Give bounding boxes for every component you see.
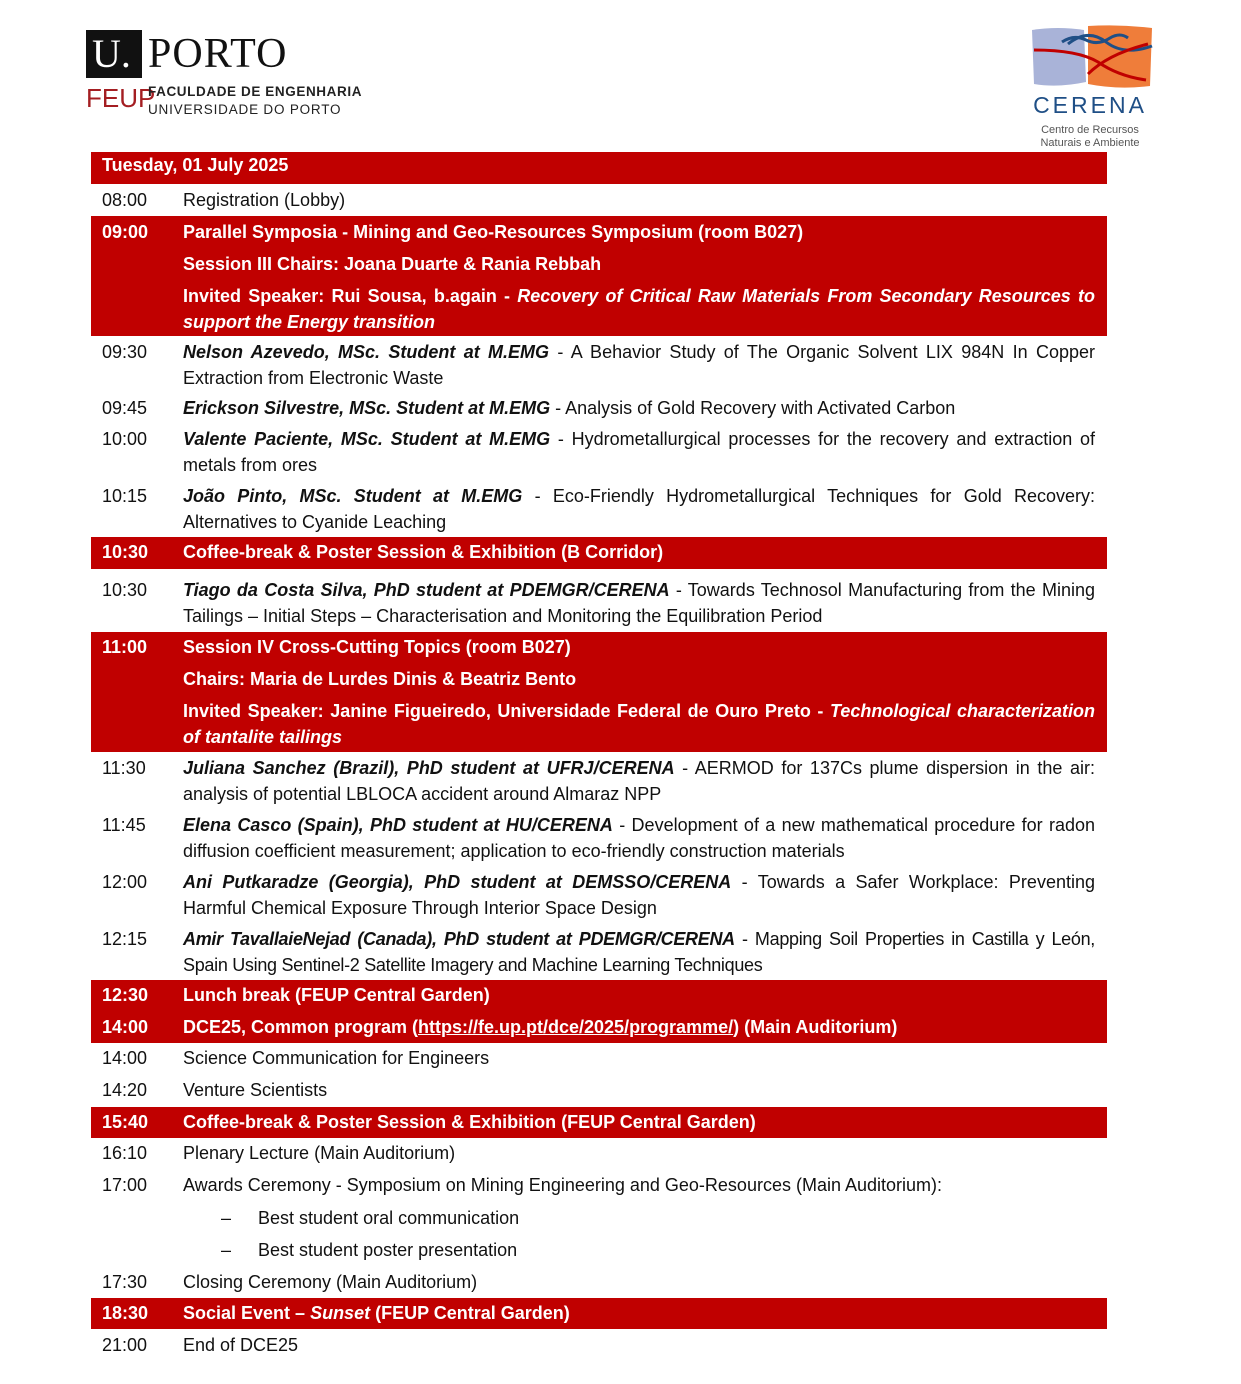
session-header-block [91,632,1107,752]
row-text: Lunch break (FEUP Central Garden) [183,985,490,1005]
program-row [91,336,1107,393]
row-text [183,812,1095,864]
session-header-block [91,216,1107,336]
row-time: 21:00 [102,1335,148,1355]
row-text [183,395,1095,421]
row-text: Science Communication for Engineers [183,1048,490,1068]
row-time: 17:00 [102,1175,148,1195]
cerena-subtitle-line2: Naturais e Ambiente [1040,137,1140,149]
program-row [91,569,1107,632]
row-text [183,339,1095,391]
row-time: 14:00 [102,1017,149,1037]
row-text: Coffee-break & Poster Session & Exhibition (B Corridor) [183,542,664,562]
social-event-row [91,1298,1107,1329]
row-text [183,483,1095,535]
row-time: 11:30 [102,758,146,778]
row-time: 09:45 [102,398,148,418]
row-time: 11:45 [102,815,146,835]
speaker-name: Valente Paciente, MSc. Student at M.EMG [183,429,551,449]
talk-title: - AERMOD for 137Cs plume dispersion in the air: analysis of potential LBLOCA accident around Almaraz NPP [183,758,1095,804]
award-name: Best student poster presentation [258,1240,518,1260]
speaker-name: Juliana Sanchez (Brazil), PhD student at UFRJ/CERENA [183,758,675,778]
uporto-logo-porto: PORTO [148,31,288,77]
speaker-name: Amir TavallaieNejad (Canada), PhD student at PDEMGR/CERENA [183,929,735,949]
program-row [91,752,1107,809]
row-time: 17:30 [102,1272,148,1292]
programme-link[interactable]: https://fe.up.pt/dce/2025/programme/ [418,1017,734,1037]
row-text [183,1300,1095,1326]
session-chairs: Session III Chairs: Joana Duarte & Rania Rebbah [183,254,602,274]
speaker-name: Tiago da Costa Silva [183,580,363,600]
invited-speaker-name: Invited Speaker: Rui Sousa, b.again - [183,286,518,306]
speaker-name: João Pinto, MSc. Student at M.EMG [183,486,523,506]
social-event-location: (FEUP Central Garden) [370,1303,570,1323]
program-row [91,809,1107,866]
speaker-affiliation: , PhD student at PDEMGR/CERENA [362,580,670,600]
speaker-name: Ani Putkaradze (Georgia), PhD student at DEMSSO/CERENA [183,872,732,892]
invited-speaker [183,698,1095,750]
program-row [91,481,1107,537]
session-chairs: Chairs: Maria de Lurdes Dinis & Beatriz Bento [183,669,577,689]
row-time: 16:10 [102,1143,148,1163]
cerena-subtitle-line1: Centro de Recursos [1041,124,1139,136]
row-time: 15:40 [102,1112,149,1132]
feup-logo-text: FEUP [86,83,156,113]
program-row [91,1329,1107,1361]
common-program-row [91,1012,1107,1043]
session-title: Parallel Symposia - Mining and Geo-Resources Symposium (room B027) [183,222,804,242]
session-title: Session IV Cross-Cutting Topics (room B027) [183,637,571,657]
award-list-item [91,1234,1107,1266]
break-row [91,537,1107,569]
cerena-name: CERENA [1033,92,1147,118]
row-time: 08:00 [102,190,148,210]
invited-speaker-title: Recovery of Critical Raw Materials From Secondary Resources to support the Energy transition [183,286,1096,332]
program-row [91,184,1107,216]
row-time: 12:00 [102,872,148,892]
talk-title: - Analysis of Gold Recovery with Activated Carbon [550,398,956,418]
award-name: Best student oral communication [258,1208,520,1228]
program-row [91,1138,1107,1170]
row-text: End of DCE25 [183,1335,299,1355]
invited-speaker [183,283,1095,335]
cerena-logo-shapes [1028,24,1158,94]
speaker-name: Nelson Azevedo, MSc. Student at M.EMG [183,342,550,362]
program-table [91,152,1107,1361]
award-list-item [91,1202,1107,1234]
row-text [183,869,1095,921]
row-text [183,926,1095,978]
row-time: 12:15 [102,929,148,949]
program-row [91,1170,1107,1202]
row-time: 18:30 [102,1303,149,1323]
program-row [91,1266,1107,1298]
program-row [91,424,1107,481]
row-text: Venture Scientists [183,1080,328,1100]
program-row [91,393,1107,424]
row-time: 10:30 [102,542,149,562]
dash-bullet: – [221,1208,232,1228]
row-time: 10:15 [102,486,148,506]
speaker-name: Elena Casco (Spain), PhD student at HU/CERENA [183,815,613,835]
row-time: 09:30 [102,342,148,362]
row-time: 14:00 [102,1048,148,1068]
row-text: Closing Ceremony (Main Auditorium) [183,1272,478,1292]
row-time: 11:00 [102,637,148,657]
day-header [91,152,1107,184]
talk-title: - Towards a Safer Workplace: Preventing Harmful Chemical Exposure Through Interior Space Design [183,872,1095,918]
talk-title: - A Behavior Study of The Organic Solvent LIX 984N In Copper Extraction from Electronic Waste [183,342,1095,388]
uporto-logo-u: U. [86,30,142,78]
social-event-name: Sunset [310,1303,371,1323]
invited-speaker-title: Technological characterization of tantalite tailings [183,701,1095,747]
break-row [91,980,1107,1012]
row-time: 12:30 [102,985,149,1005]
dash-bullet: – [221,1240,232,1260]
talk-title: - Development of a new mathematical procedure for radon diffusion coefficient measurement; application to eco-friendly construction materials [183,815,1095,861]
program-row [91,1043,1107,1075]
row-text: Awards Ceremony - Symposium on Mining Engineering and Geo-Resources (Main Auditorium): [183,1175,943,1195]
faculty-name: FACULDADE DE ENGENHARIA [148,84,363,99]
row-time: 09:00 [102,222,149,242]
day-header-text: Tuesday, 01 July 2025 [102,155,289,175]
row-time: 14:20 [102,1080,148,1100]
social-event-label: Social Event – [183,1303,311,1323]
university-name: UNIVERSIDADE DO PORTO [148,102,342,117]
common-program-label: DCE25, Common program ( [183,1017,419,1037]
talk-title: - Hydrometallurgical processes for the recovery and extraction of metals from ores [183,429,1095,475]
row-text [183,577,1095,629]
row-time: 10:00 [102,429,148,449]
row-text [183,755,1095,807]
row-text [183,1014,1095,1040]
row-text: Coffee-break & Poster Session & Exhibition (FEUP Central Garden) [183,1112,756,1132]
common-program-location: ) (Main Auditorium) [733,1017,898,1037]
break-row [91,1107,1107,1138]
row-text: Plenary Lecture (Main Auditorium) [183,1143,456,1163]
talk-title: - Eco-Friendly Hydrometallurgical Techniques for Gold Recovery: Alternatives to Cyanide Leaching [183,486,1095,532]
invited-speaker-name: Invited Speaker: Janine Figueiredo, Universidade Federal de Ouro Preto - [183,701,831,721]
row-text [183,426,1095,478]
program-row [91,923,1107,980]
row-time: 10:30 [102,580,148,600]
program-row [91,866,1107,923]
talk-title: - Mapping Soil Properties in Castilla y León, Spain Using Sentinel-2 Satellite Imagery and Machine Learning Techniques [183,929,1096,975]
talk-title: - Towards Technosol Manufacturing from the Mining Tailings – Initial Steps – Characterisation and Monitoring the Equilibration Period [183,580,1095,626]
program-row [91,1075,1107,1107]
speaker-name: Erickson Silvestre, MSc. Student at M.EMG [183,398,551,418]
row-text: Registration (Lobby) [183,190,346,210]
